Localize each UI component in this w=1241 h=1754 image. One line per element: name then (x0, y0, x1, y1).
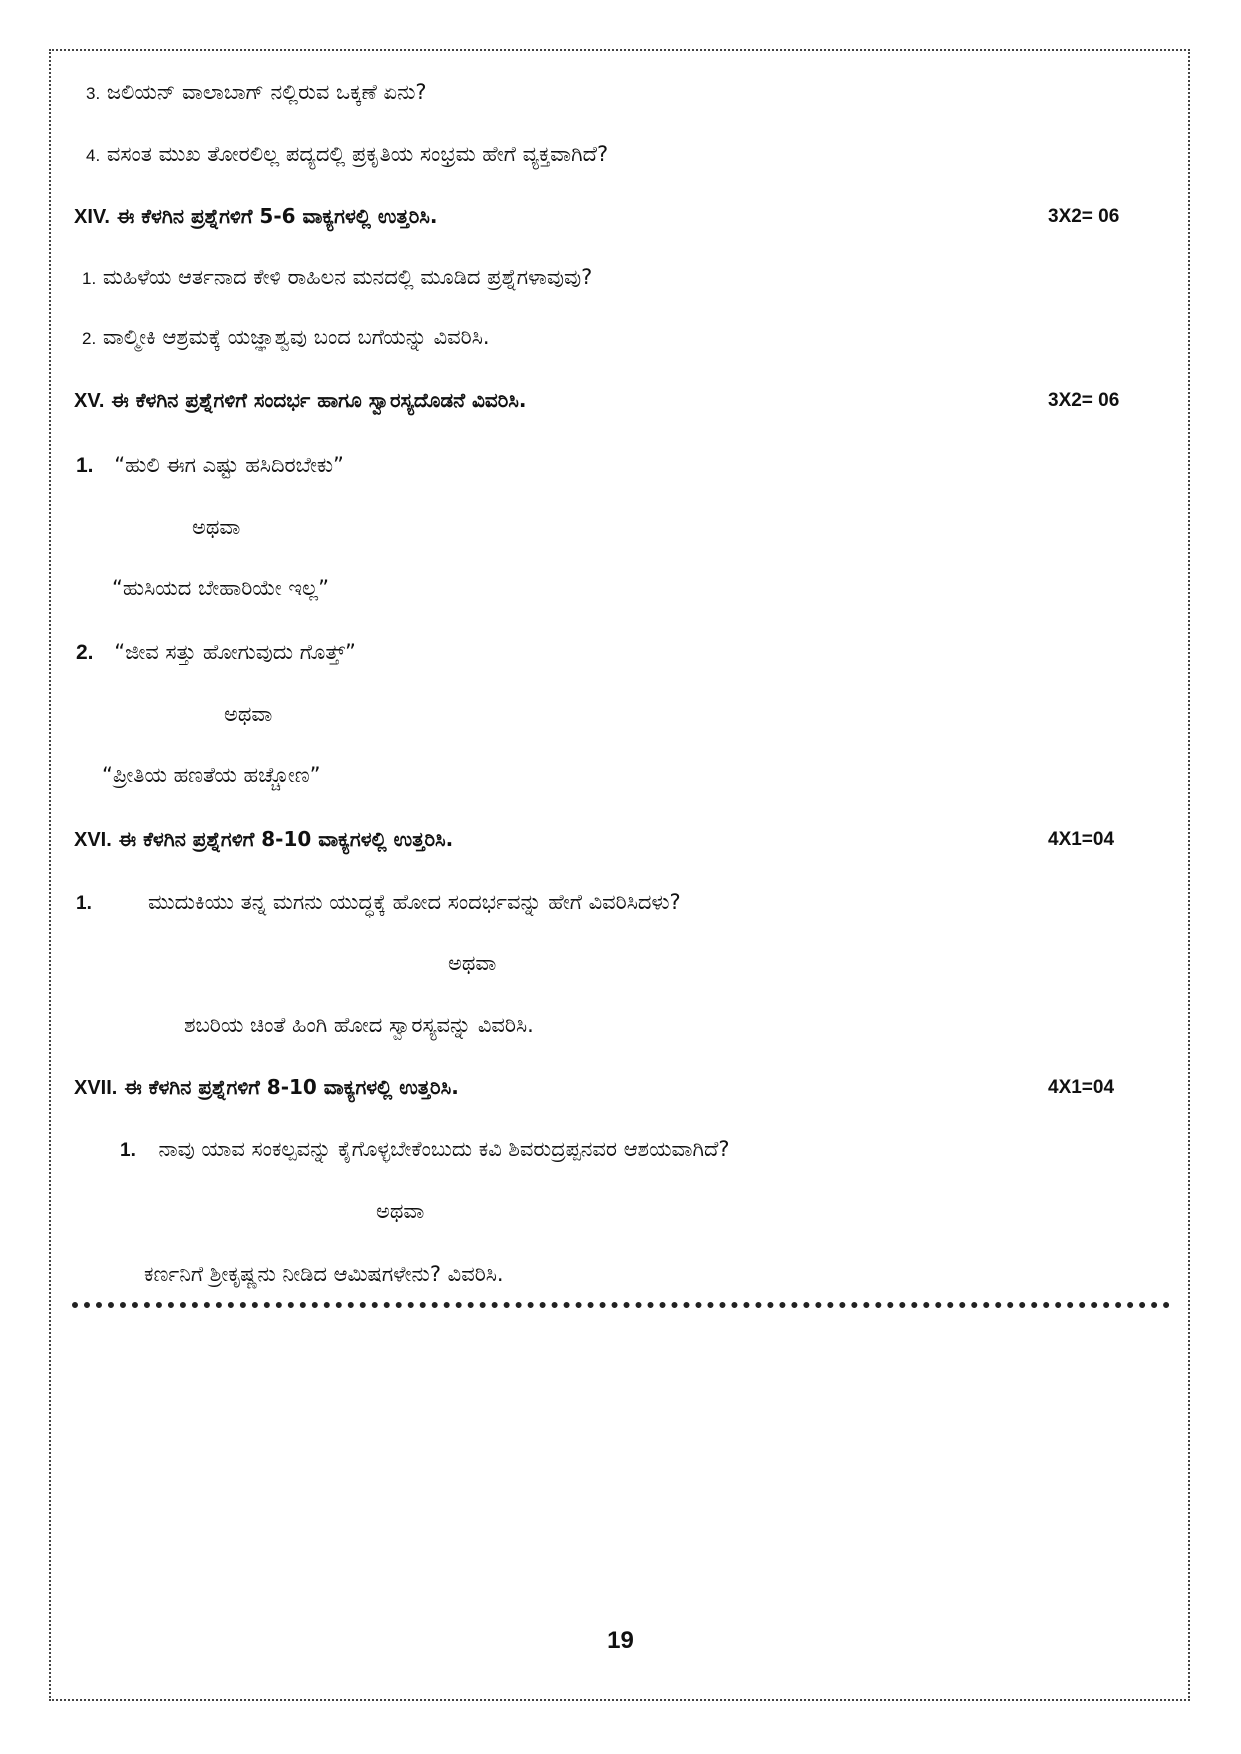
section-xvi-question-1-alt: ಶಬರಿಯ ಚಿಂತೆ ಹಿಂಗಿ ಹೋದ ಸ್ವಾರಸ್ಯವನ್ನು ವಿವರಿಸಿ. (184, 1013, 534, 1037)
section-xiv-marks: 3X2= 06 (1048, 206, 1120, 227)
question-4: 4. ವಸಂತ ಮುಖ ತೋರಲಿಲ್ಲ ಪದ್ಯದಲ್ಲಿ ಪ್ರಕೃತಿಯ ಸಂಭ್ರಮ ಹೇಗೆ ವ್ಯಕ್ತವಾಗಿದೆ? (86, 142, 609, 166)
section-xvi-question-1-or: ಅಥವಾ (448, 951, 497, 975)
section-xv-question-1-alt: “ಹುಸಿಯದ ಬೇಹಾರಿಯೇ ಇಲ್ಲ” (112, 576, 329, 600)
section-divider (72, 1302, 1170, 1308)
section-xv-heading: XV. ಈ ಕೆಳಗಿನ ಪ್ರಶ್ನೆಗಳಿಗೆ ಸಂದರ್ಭ ಹಾಗೂ ಸ್ವಾರಸ್ಯದೊಡನೆ ವಿವರಿಸಿ. (74, 388, 527, 412)
section-xv-question-2-alt: “ಪ್ರೀತಿಯ ಹಣತೆಯ ಹಚ್ಚೋಣ” (102, 763, 321, 787)
section-xv-question-2: 2. “ಜೀವ ಸತ್ತು ಹೋಗುವುದು ಗೊತ್ತ್” (76, 640, 356, 664)
section-xv-question-2-or: ಅಥವಾ (224, 702, 273, 726)
section-xv-question-1-or: ಅಥವಾ (192, 515, 241, 539)
section-xvi-marks: 4X1=04 (1048, 829, 1115, 850)
page-number: 19 (607, 1627, 634, 1654)
question-3: 3. ಜಲಿಯನ್ ವಾಲಾಬಾಗ್ ನಲ್ಲಿರುವ ಒಕ್ಕಣೆ ಏನು? (86, 80, 427, 104)
section-xiv-question-2: 2. ವಾಲ್ಮೀಕಿ ಆಶ್ರಮಕ್ಕೆ ಯಜ್ಞಾಶ್ವವು ಬಂದ ಬಗೆಯನ್ನು ವಿವರಿಸಿ. (82, 325, 490, 349)
section-xvi-heading: XVI. ಈ ಕೆಳಗಿನ ಪ್ರಶ್ನೆಗಳಿಗೆ 8-10 ವಾಕ್ಯಗಳಲ್ಲಿ ಉತ್ತರಿಸಿ. (74, 827, 454, 851)
section-xvi-question-1: 1. ಮುದುಕಿಯು ತನ್ನ ಮಗನು ಯುದ್ಧಕ್ಕೆ ಹೋದ ಸಂದರ್ಭವನ್ನು ಹೇಗೆ ವಿವರಿಸಿದಳು? (76, 890, 681, 914)
section-xiv-heading: XIV. ಈ ಕೆಳಗಿನ ಪ್ರಶ್ನೆಗಳಿಗೆ 5-6 ವಾಕ್ಯಗಳಲ್ಲಿ ಉತ್ತರಿಸಿ. (74, 204, 438, 228)
section-xv-marks: 3X2= 06 (1048, 390, 1120, 411)
section-xvii-question-1-alt: ಕರ್ಣನಿಗೆ ಶ್ರೀಕೃಷ್ಣನು ನೀಡಿದ ಆಮಿಷಗಳೇನು? ವಿವರಿಸಿ. (144, 1262, 504, 1286)
section-xiv-question-1: 1. ಮಹಿಳೆಯ ಆರ್ತನಾದ ಕೇಳಿ ರಾಹಿಲನ ಮನದಲ್ಲಿ ಮೂಡಿದ ಪ್ರಶ್ನೆಗಳಾವುವು? (82, 265, 593, 289)
section-xvii-question-1-or: ಅಥವಾ (376, 1199, 425, 1223)
section-xvii-question-1: 1. ನಾವು ಯಾವ ಸಂಕಲ್ಪವನ್ನು ಕೈಗೊಳ್ಳಬೇಕೆಂಬುದು ಕವಿ ಶಿವರುದ್ರಪ್ಪನವರ ಆಶಯವಾಗಿದೆ? (120, 1137, 730, 1161)
page-border (49, 49, 1190, 1701)
section-xv-question-1: 1. “ಹುಲಿ ಈಗ ಎಷ್ಟು ಹಸಿದಿರಬೇಕು” (76, 453, 344, 477)
section-xvii-marks: 4X1=04 (1048, 1077, 1115, 1098)
section-xvii-heading: XVII. ಈ ಕೆಳಗಿನ ಪ್ರಶ್ನೆಗಳಿಗೆ 8-10 ವಾಕ್ಯಗಳಲ್ಲಿ ಉತ್ತರಿಸಿ. (74, 1075, 459, 1099)
